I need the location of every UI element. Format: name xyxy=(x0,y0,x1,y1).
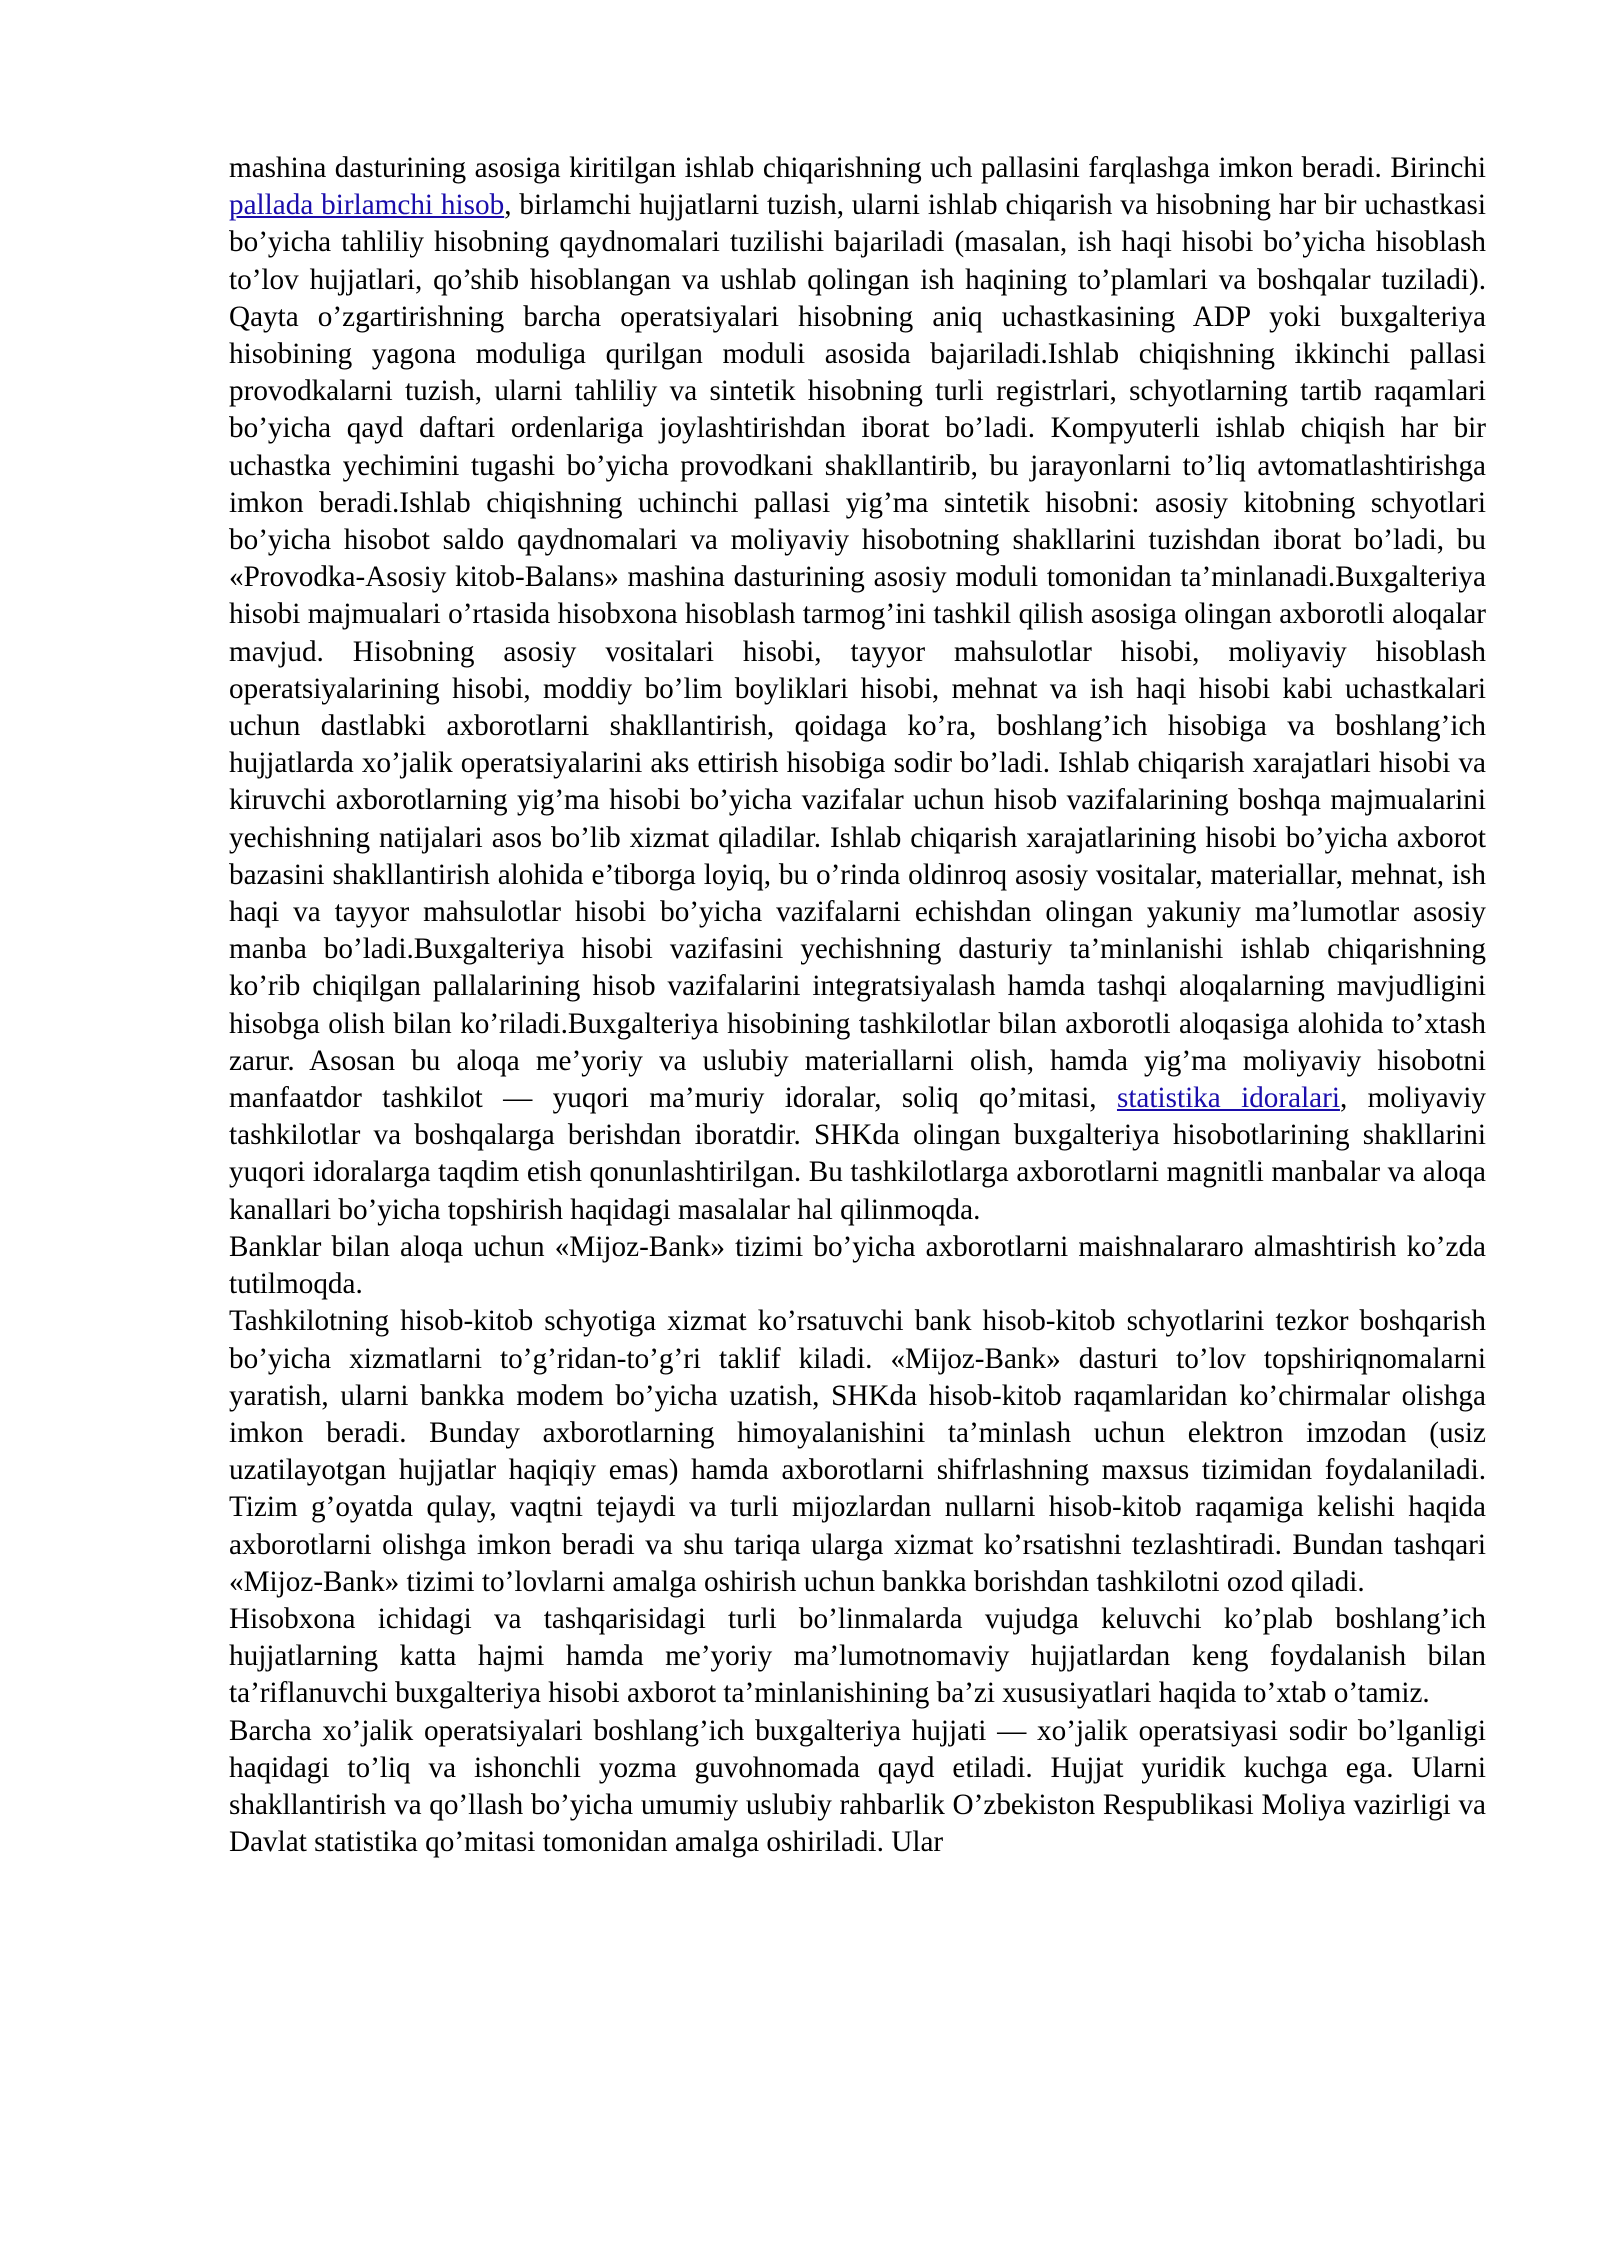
paragraph-1-text-c: , moliyaviy tashkilotlar va boshqalarga berishdan iboratdir. SHKda olingan buxgalteriya hisobotlarining shakllarini yuqori idoralarga taqdim etish qonunlashtirilgan. Bu tashkilotlarga axborotlarni magnitli manbalar va aloqa kanallari bo’yicha topshirish haqidagi masalalar hal qilinmoqda. xyxy=(229,1082,1486,1226)
paragraph-4: Hisobxona ichidagi va tashqarisidagi turli bo’linmalarda vujudga keluvchi ko’plab boshlang’ich hujjatlarning katta hajmi hamda me’yoriy ma’lumotnomaviy hujjatlardan keng foydalanish bilan ta’riflanuvchi buxgalteriya hisobi axborot ta’minlanishining ba’zi xususiyatlari haqida to’xtab o’tamiz. xyxy=(229,1602,1486,1710)
paragraph-1-text-a: mashina dasturining asosiga kiritilgan ishlab chiqarishning uch pallasini farqlashga imkon beradi. Birinchi xyxy=(229,152,1486,184)
paragraph-1-text-b: , birlamchi hujjatlarni tuzish, ularni ishlab chiqarish va hisobning har bir uchastkasi bo’yicha tahliliy hisobning qaydnomalari tuzilishi bajariladi (masalan, ish haqi hisobi bo’yicha hisoblash to’lov hujjatlari, qo’shib hisoblangan va ushlab qolingan ish haqining to’plamlari va boshqalar tuziladi). Qayta o’zgartirishning barcha operatsiyalari hisobning aniq uchastkasining ADP yoki buxgalteriya hisobining yagona moduliga qurilgan moduli asosida bajariladi.Ishlab chiqishning ikkinchi pallasi provodkalarni tuzish, ularni tahliliy va sintetik hisobning turli registrlari, schyotlarning tartib raqamlari bo’yicha qayd daftari ordenlariga joylashtirishdan iborat bo’ladi. Kompyuterli ishlab chiqish har bir uchastka yechimini tugashi bo’yicha provodkani shakllantirib, bu jarayonlarni to’liq avtomatlashtirishga imkon beradi.Ishlab chiqishning uchinchi pallasi yig’ma sintetik hisobni: asosiy kitobning schyotlari bo’yicha hisobot saldo qaydnomalari va moliyaviy hisobotning shakllarini tuzishdan iborat bo’ladi, bu «Provodka-Asosiy kitob-Balans» mashina dasturining asosiy moduli tomonidan ta’minlanadi.Buxgalteriya hisobi majmualari o’rtasida hisobxona hisoblash tarmog’ini tashkil qilish asosiga olingan axborotli aloqalar mavjud. Hisobning asosiy vositalari hisobi, tayyor mahsulotlar hisobi, moliyaviy hisoblash operatsiyalarining hisobi, moddiy bo’lim boyliklari hisobi, mehnat va ish haqi hisobi kabi uchastkalari uchun dastlabki axborotlarni shakllantirish, qoidaga ko’ra, boshlang’ich hisobiga va boshlang’ich hujjatlarda xo’jalik operatsiyalarini aks ettirish hisobiga sodir bo’ladi. Ishlab chiqarish xarajatlari hisobi va kiruvchi axborotlarning yig’ma hisobi bo’yicha vazifalar uchun hisob vazifalarining boshqa majmualarini yechishning natijalari asos bo’lib xizmat qiladilar. Ishlab chiqarish xarajatlarining hisobi bo’yicha axborot bazasini shakllantirish alohida e’tiborga loyiq, bu o’rinda oldinroq asosiy vositalar, materiallar, mehnat, ish haqi va tayyor mahsulotlar hisobi bo’yicha vazifalarni echishdan olingan yakuniy ma’lumotlar asosiy manba bo’ladi.Buxgalteriya hisobi vazifasini yechishning dasturiy ta’minlanishi ishlab chiqarishning ko’rib chiqilgan pallalarining hisob vazifalarini integratsiyalash hamda tashqi aloqalarning mavjudligini hisobga olish bilan ko’riladi.Buxgalteriya hisobining tashkilotlar bilan axborotli aloqasiga alohida to’xtash zarur. Asosan bu aloqa me’yoriy va uslubiy materiallarni olish, hamda yig’ma moliyaviy hisobotni manfaatdor tashkilot — yuqori ma’muriy idoralar, soliq qo’mitasi, xyxy=(229,189,1486,1115)
paragraph-5: Barcha xo’jalik operatsiyalari boshlang’ich buxgalteriya hujjati — xo’jalik operatsiyasi sodir bo’lganligi haqidagi to’liq va ishonchli yozma guvohnomada qayd etiladi. Hujjat yuridik kuchga ega. Ularni shakllantirish va qo’llash bo’yicha umumiy uslubiy rahbarlik O’zbekiston Respublikasi Moliya vazirligi va Davlat statistika qo’mitasi tomonidan amalga oshiriladi. Ular xyxy=(229,1714,1486,1859)
paragraph-3: Tashkilotning hisob-kitob schyotiga xizmat ko’rsatuvchi bank hisob-kitob schyotlarini tezkor boshqarish bo’yicha xizmatlarni to’g’ridan-to’g’ri taklif kiladi. «Mijoz-Bank» dasturi to’lov topshiriqnomalarni yaratish, ularni bankka modem bo’yicha uzatish, SHKda hisob-kitob raqamlaridan ko’chirmalar olishga imkon beradi. Bunday axborotlarning himoyalanishini ta’minlash uchun elektron imzodan (usiz uzatilayotgan hujjatlar haqiqiy emas) hamda axborotlarni shifrlashning maxsus tizimidan foydalaniladi. Tizim g’oyatda qulay, vaqtni tejaydi va turli mijozlardan nullarni hisob-kitob raqamiga kelishi haqida axborotlarni olishga imkon beradi va shu tariqa ularga xizmat ko’rsatishni tezlashtiradi. Bundan tashqari «Mijoz-Bank» tizimi to’lovlarni amalga oshirish uchun bankka borishdan tashkilotni ozod qiladi. xyxy=(229,1305,1486,1598)
document-page xyxy=(229,150,1486,1861)
paragraph-2: Banklar bilan aloqa uchun «Mijoz-Bank» tizimi bo’yicha axborotlarni maishnalararo almashtirish ko’zda tutilmoqda. xyxy=(229,1230,1486,1301)
paragraph-1 xyxy=(229,150,1486,1229)
link-statistika-idoralari[interactable]: statistika idoralari xyxy=(1116,1082,1340,1115)
link-pallada-birlamchi-hisob[interactable]: pallada birlamchi hisob xyxy=(229,189,505,222)
